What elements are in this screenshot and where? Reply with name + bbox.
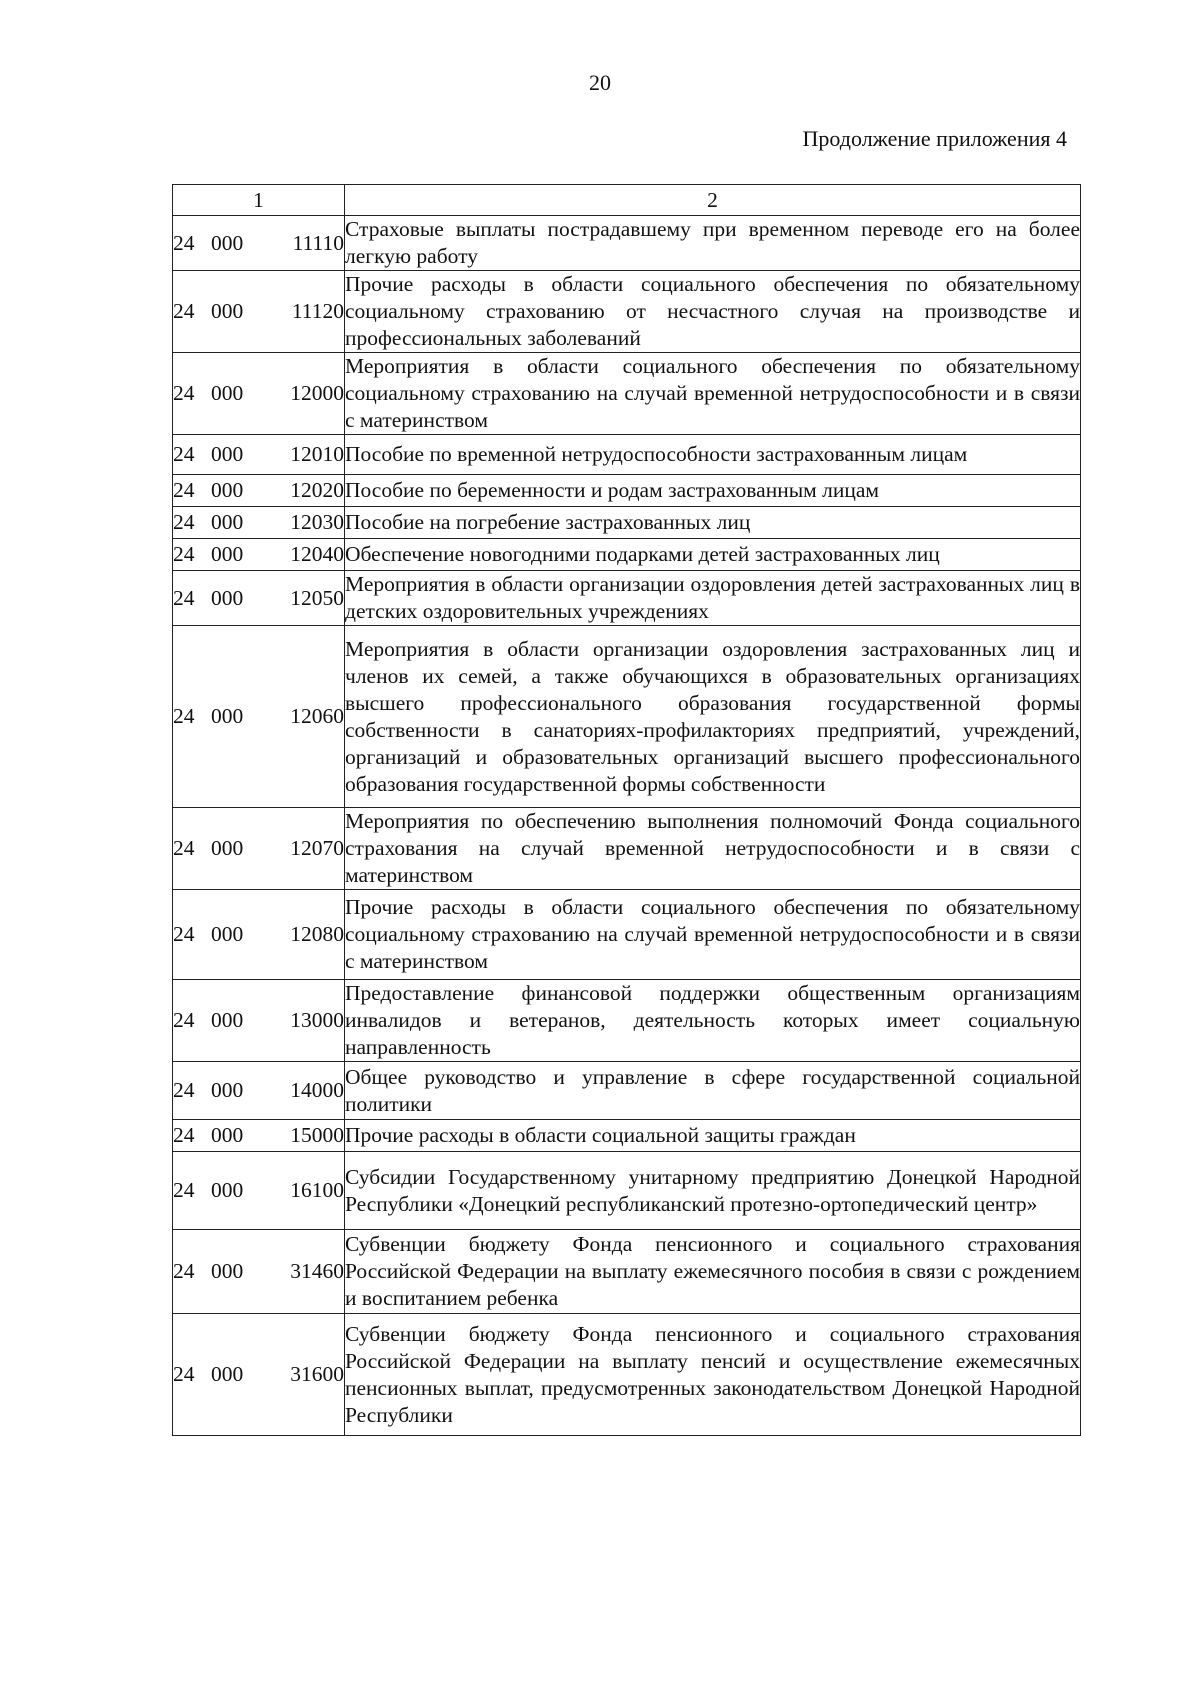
code-section: 24 <box>173 230 195 255</box>
code-program: 000 <box>211 442 244 466</box>
description-cell: Пособие по беременности и родам застрахованным лицам <box>345 475 1081 507</box>
code-program: 000 <box>211 585 244 610</box>
budget-code-cell <box>173 435 345 475</box>
table-row <box>173 539 1081 571</box>
code-section: 24 <box>173 704 195 728</box>
classification-table <box>172 184 1081 1436</box>
code-section: 24 <box>173 478 195 502</box>
code-section: 24 <box>173 510 195 534</box>
code-section: 24 <box>173 442 195 466</box>
description-cell: Прочие расходы в области социального обеспечения по обязательному социальному страхованию от несчастного случая на производстве и профессиональных заболеваний <box>345 271 1081 353</box>
table-row <box>173 980 1081 1062</box>
code-direction: 31460 <box>290 1259 344 1283</box>
code-direction: 12080 <box>290 922 344 946</box>
column-header-description: 2 <box>345 185 1081 216</box>
table-row <box>173 1152 1081 1230</box>
code-direction: 15000 <box>290 1123 344 1147</box>
budget-code-cell <box>173 1062 345 1120</box>
code-program: 000 <box>211 836 244 860</box>
code-direction: 12000 <box>290 381 344 405</box>
code-direction: 31600 <box>290 1362 344 1386</box>
code-direction: 14000 <box>290 1078 344 1102</box>
description-cell: Мероприятия в области организации оздоровления детей застрахованных лиц в детских оздоровительных учреждениях <box>345 571 1081 626</box>
code-section: 24 <box>173 381 195 405</box>
budget-code-cell <box>173 475 345 507</box>
description-cell: Пособие по временной нетрудоспособности застрахованным лицам <box>345 435 1081 475</box>
table-row <box>173 271 1081 353</box>
table-header-row <box>173 185 1081 216</box>
table-row <box>173 808 1081 890</box>
table-row <box>173 216 1081 271</box>
code-section: 24 <box>173 542 195 566</box>
code-program: 000 <box>211 510 244 534</box>
table-row <box>173 1120 1081 1152</box>
code-section: 24 <box>173 1178 195 1202</box>
code-program: 000 <box>211 381 244 405</box>
table-row <box>173 1062 1081 1120</box>
budget-code-cell <box>173 808 345 890</box>
description-cell: Общее руководство и управление в сфере государственной социальной политики <box>345 1062 1081 1120</box>
description-cell: Предоставление финансовой поддержки общественным организациям инвалидов и ветеранов, деятельность которых имеет социальную направленность <box>345 980 1081 1062</box>
code-direction: 12030 <box>290 510 344 534</box>
page-number: 20 <box>589 70 611 95</box>
description-cell: Страховые выплаты пострадавшему при временном переводе его на более легкую работу <box>345 216 1081 271</box>
code-program: 000 <box>211 299 244 323</box>
code-direction: 16100 <box>290 1178 344 1202</box>
budget-code-cell <box>173 626 345 808</box>
code-program: 000 <box>211 230 244 255</box>
table-body <box>173 216 1081 1436</box>
code-program: 000 <box>211 1362 244 1386</box>
description-cell: Мероприятия в области организации оздоровления застрахованных лиц и членов их семей, а также обучающихся в образовательных организациях высшего профессионального образования государственной формы собственности в санаториях-профилакториях предприятий, учреждений, организаций и образовательных организаций высшего профессионального образования государственной формы собственности <box>345 626 1081 808</box>
budget-code-cell <box>173 1314 345 1436</box>
table-row <box>173 1314 1081 1436</box>
code-direction: 12040 <box>290 542 344 566</box>
description-cell: Мероприятия в области социального обеспечения по обязательному социальному страхованию на случай временной нетрудоспособности и в связи с материнством <box>345 353 1081 435</box>
description-cell: Прочие расходы в области социального обеспечения по обязательному социальному страхованию на случай временной нетрудоспособности и в связи с материнством <box>345 890 1081 980</box>
budget-code-cell <box>173 890 345 980</box>
code-direction: 12060 <box>290 704 344 728</box>
code-section: 24 <box>173 1123 195 1147</box>
table-row <box>173 626 1081 808</box>
description-cell: Пособие на погребение застрахованных лиц <box>345 507 1081 539</box>
budget-code-cell <box>173 1120 345 1152</box>
code-direction: 12010 <box>290 442 344 466</box>
budget-code-cell <box>173 1152 345 1230</box>
budget-code-cell <box>173 216 345 271</box>
code-direction: 11120 <box>291 299 344 323</box>
table-row <box>173 435 1081 475</box>
budget-code-cell <box>173 571 345 626</box>
table-row <box>173 571 1081 626</box>
description-cell: Субсидии Государственному унитарному предприятию Донецкой Народной Республики «Донецкий республиканский протезно-ортопедический центр» <box>345 1152 1081 1230</box>
table-row <box>173 1230 1081 1314</box>
description-cell: Прочие расходы в области социальной защиты граждан <box>345 1120 1081 1152</box>
code-program: 000 <box>211 1078 244 1102</box>
code-program: 000 <box>211 1123 244 1147</box>
code-program: 000 <box>211 542 244 566</box>
code-section: 24 <box>173 585 195 610</box>
table-row <box>173 475 1081 507</box>
code-program: 000 <box>211 704 244 728</box>
code-direction: 12050 <box>290 585 344 610</box>
table-row <box>173 353 1081 435</box>
code-section: 24 <box>173 1259 195 1283</box>
budget-code-cell <box>173 539 345 571</box>
continuation-label: Продолжение приложения 4 <box>802 126 1067 151</box>
code-section: 24 <box>173 836 195 860</box>
column-header-code: 1 <box>173 185 345 216</box>
table-row <box>173 507 1081 539</box>
budget-code-cell <box>173 1230 345 1314</box>
code-program: 000 <box>211 1008 244 1032</box>
code-direction: 11110 <box>292 230 344 255</box>
code-program: 000 <box>211 1259 244 1283</box>
table-row <box>173 890 1081 980</box>
description-cell: Мероприятия по обеспечению выполнения полномочий Фонда социального страхования на случай временной нетрудоспособности и в связи с материнством <box>345 808 1081 890</box>
code-direction: 12020 <box>290 478 344 502</box>
code-section: 24 <box>173 922 195 946</box>
code-section: 24 <box>173 1008 195 1032</box>
code-section: 24 <box>173 299 195 323</box>
code-direction: 13000 <box>290 1008 344 1032</box>
code-section: 24 <box>173 1078 195 1102</box>
code-program: 000 <box>211 478 244 502</box>
code-section: 24 <box>173 1362 195 1386</box>
budget-code-cell <box>173 353 345 435</box>
description-cell: Обеспечение новогодними подарками детей застрахованных лиц <box>345 539 1081 571</box>
budget-code-cell <box>173 271 345 353</box>
code-program: 000 <box>211 922 244 946</box>
budget-code-cell <box>173 980 345 1062</box>
code-direction: 12070 <box>290 836 344 860</box>
description-cell: Субвенции бюджету Фонда пенсионного и социального страхования Российской Федерации на выплату пенсий и осуществление ежемесячных пенсионных выплат, предусмотренных законодательством Донецкой Народной Республики <box>345 1314 1081 1436</box>
code-program: 000 <box>211 1178 244 1202</box>
description-cell: Субвенции бюджету Фонда пенсионного и социального страхования Российской Федерации на выплату ежемесячного пособия в связи с рождением и воспитанием ребенка <box>345 1230 1081 1314</box>
budget-code-cell <box>173 507 345 539</box>
